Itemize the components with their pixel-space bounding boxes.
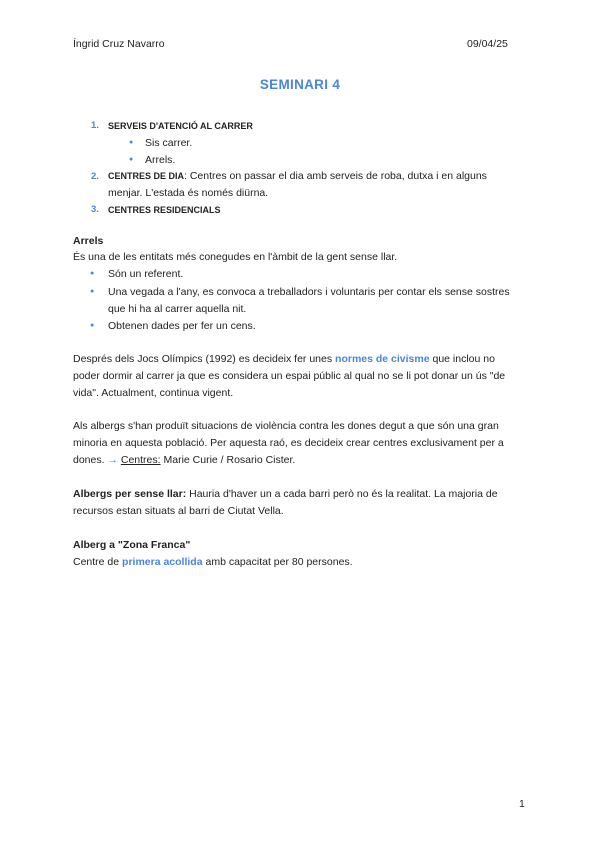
list-heading-2: CENTRES DE DIA (108, 171, 185, 181)
list-item: Sis carrer. (145, 137, 193, 149)
albergs-sense-llar-label: Albergs per sense llar: (73, 488, 187, 500)
page-title: SEMINARI 4 (259, 77, 341, 92)
centres-dia-text: : Centres on passar el dia amb serveis de roba, dutxa i en alguns (184, 170, 487, 182)
list-item-continuation: que hi ha al carrer aquella nit. (108, 303, 247, 315)
bullet-icon: ● (90, 270, 95, 277)
paragraph-albergs-dones-line3 (73, 454, 295, 467)
paragraph-albergs-sense-llar-line2: recursos estan situats al barri de Ciutat Vella. (73, 505, 284, 517)
list-item: Arrels. (145, 154, 176, 166)
paragraph-albergs-dones-line2: minoria en aquesta població. Per aquesta raó, es decideix crear centres exclusivament per a (73, 437, 504, 449)
paragraph-text: que inclou no (429, 353, 495, 365)
paragraph-text: Hauria d'haver un a cada barri però no és la realitat. La majoria de (186, 488, 498, 500)
paragraph-text: Després dels Jocs Olímpics (1992) es decideix fer unes (73, 353, 336, 365)
bullet-icon: ● (90, 288, 95, 295)
arrels-intro: És una de les entitats més conegudes en l'àmbit de la gent sense llar. (73, 251, 398, 263)
paragraph-text: Centre de (73, 556, 123, 568)
bullet-icon: ● (90, 322, 95, 329)
list-item: Són un referent. (108, 268, 184, 280)
list-item: Una vegada a l'any, es convoca a treballadors i voluntaris per contar els sense sostres (108, 286, 510, 298)
zona-franca-heading: Alberg a "Zona Franca" (73, 539, 191, 551)
header-date: 09/04/25 (467, 38, 508, 50)
centres-names: Marie Curie / Rosario Cister. (160, 454, 296, 466)
list-heading-1: SERVEIS D'ATENCIÓ AL CARRER (108, 121, 253, 131)
bullet-icon: ● (129, 156, 134, 163)
centres-dia-line1 (108, 170, 527, 183)
paragraph-civisme-line2: poder dormir al carrer ja que es considera un espai públic al qual no se li pot donar un ús "de (73, 370, 506, 382)
zona-franca-text (73, 556, 353, 569)
header-author: Íngrid Cruz Navarro (73, 38, 165, 50)
centres-dia-line2: menjar. L'estada és només diürna. (108, 187, 269, 199)
arrow-right-icon: → (107, 454, 118, 466)
page-number: 1 (519, 798, 525, 810)
list-number-3: 3. (91, 204, 99, 215)
paragraph-albergs-dones-line1: Als albergs s'han produït situacions de violència contra les dones degut a que són una gran (73, 420, 499, 432)
highlight-normes-civisme: normes de civisme (335, 353, 430, 365)
list-number-2: 2. (91, 171, 99, 182)
list-item: Obtenen dades per fer un cens. (108, 320, 256, 332)
bullet-icon: ● (129, 139, 134, 146)
list-heading-3: CENTRES RESIDENCIALS (108, 205, 221, 215)
centres-label: Centres: (120, 454, 161, 466)
paragraph-civisme-line3: vida". Actualment, continua vigent. (73, 387, 234, 399)
paragraph-text: dones. (73, 454, 108, 466)
paragraph-text: amb capacitat per 80 persones. (202, 556, 353, 568)
paragraph-albergs-sense-llar-line1 (73, 488, 498, 501)
arrels-heading: Arrels (73, 235, 104, 247)
highlight-primera-acollida: primera acollida (122, 556, 203, 568)
list-number-1: 1. (91, 120, 99, 131)
paragraph-civisme-line1 (73, 353, 495, 366)
